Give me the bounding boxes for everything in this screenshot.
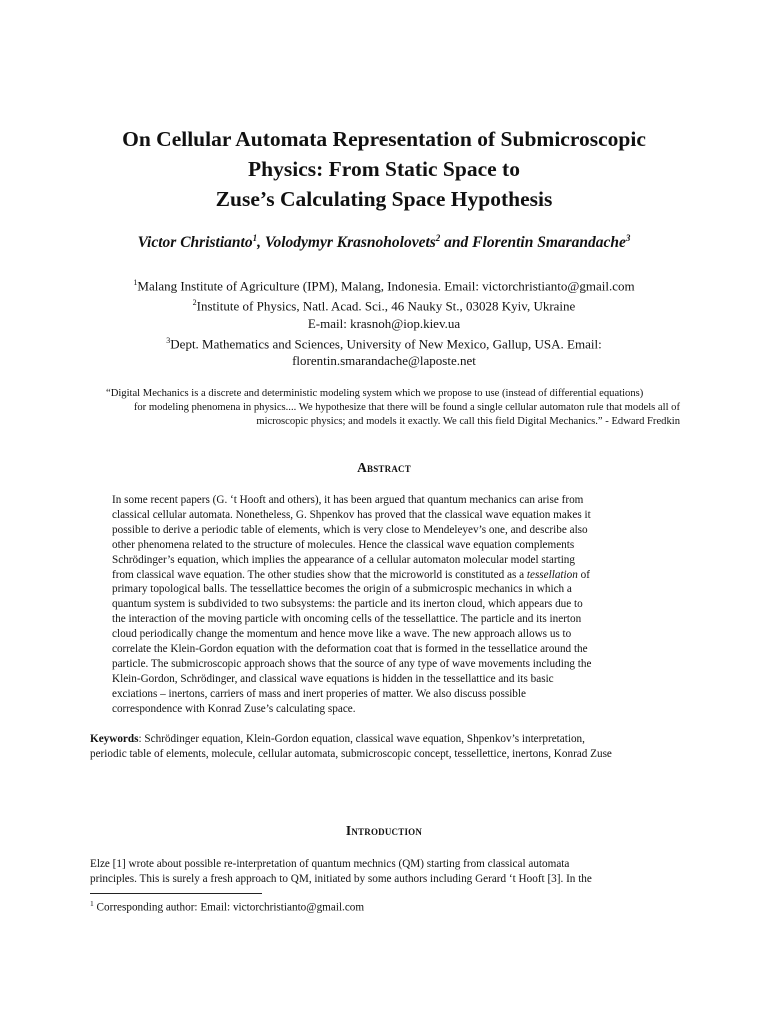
author-separator: , <box>257 234 265 252</box>
affiliation-line <box>0 315 768 332</box>
keywords-line: periodic table of elements, molecule, cellular automata, submicroscopic concept, tessellettice, inertons, Konrad Zuse <box>90 748 612 760</box>
affil-text: Dept. Mathematics and Sciences, University of New Mexico, Gallup, USA. Email: <box>170 335 602 351</box>
abstract-line: the interaction of the moving particle with oncoming cells of the tessellattice. The particle and its inerton <box>112 613 582 626</box>
abstract-line: particle. The submicroscopic approach shows that the source of any type of wave movements including the <box>112 657 592 670</box>
introduction-heading: Introduction <box>345 823 423 838</box>
affil-mark: 2 <box>192 298 197 308</box>
author-affil-mark: 1 <box>252 233 258 243</box>
affil-mark: 3 <box>166 335 171 345</box>
paper-title <box>60 124 708 214</box>
footnote-text: Corresponding author: Email: victorchristianto@gmail.com <box>93 901 365 914</box>
affiliation-line <box>0 352 768 369</box>
author-name: Volodymyr Krasnoholovets <box>264 234 436 252</box>
abstract-line: quantum system is subdivided to two subsystems: the particle and its inerton cloud, which appears due to <box>112 598 583 611</box>
epigraph-quote <box>88 387 680 429</box>
title-line: On Cellular Automata Representation of Submicroscopic <box>122 127 646 151</box>
author-list <box>0 233 768 252</box>
affiliation-line <box>0 294 768 314</box>
author-affil-mark: 3 <box>625 233 631 243</box>
epigraph-line: “Digital Mechanics is a discrete and deterministic modeling system which we propose to use (instead of differential equations) <box>106 388 644 399</box>
author-name: Victor Christianto <box>137 234 253 252</box>
abstract-line <box>112 568 660 583</box>
footnote <box>90 899 364 914</box>
abstract-text: of <box>577 568 590 581</box>
abstract-line: correspondence with Konrad Zuse’s calculating space. <box>112 702 356 715</box>
intro-line: principles. This is surely a fresh approach to QM, initiated by some authors including Gerard ‘t Hooft [3]. In the <box>90 873 592 885</box>
abstract-line: In some recent papers (G. ‘t Hooft and others), it has been argued that quantum mechanics can arise from <box>112 494 584 506</box>
affil-text: E-mail: krasnoh@iop.kiev.ua <box>307 315 461 331</box>
abstract-line: Schrödinger’s equation, which implies the appearance of a cellular automaton molecular model starting <box>112 553 575 566</box>
introduction-body <box>90 857 690 887</box>
affil-text: Institute of Physics, Natl. Acad. Sci., 46 Nauky St., 03028 Kyiv, Ukraine <box>196 298 576 314</box>
abstract-line: Klein-Gordon, Schrödinger, and classical wave equations is hidden in the tessellattice and its basic <box>112 672 554 685</box>
epigraph-line: for modeling phenomena in physics.... We hypothesize that there will be found a single cellular automaton rule that models all of <box>133 402 680 413</box>
keywords-text: : Schrödinger equation, Klein-Gordon equation, classical wave equation, Shpenkov’s interpretation, <box>138 733 585 745</box>
affil-mark: 1 <box>133 278 138 287</box>
footnote-rule <box>90 893 262 894</box>
abstract-line: correlate the Klein-Gordon equation with the deformation coat that is formed in the tessellatice around the <box>112 643 588 656</box>
author-separator: and <box>440 234 473 252</box>
affiliation-line <box>0 274 768 294</box>
abstract-line: exciations – inertons, carriers of mass and inert properies of matter. We also discuss possible <box>112 687 526 700</box>
affil-text: florentin.smarandache@laposte.net <box>292 352 476 368</box>
affiliations <box>0 274 768 369</box>
abstract-line: possible to derive a periodic table of elements, which is very close to Mendeleyev’s one, and describe also <box>112 523 588 536</box>
abstract-line: primary topological balls. The tessellattice becomes the origin of a submicrospic mechanics in which a <box>112 583 572 596</box>
author-affil-mark: 2 <box>435 233 441 243</box>
intro-line: Elze [1] wrote about possible re-interpretation of quantum mechnics (QM) starting from classical automata <box>90 858 570 870</box>
abstract-line: cloud periodically change the momentum and hence move like a wave. The new approach allows us to <box>112 628 572 641</box>
affil-text: Malang Institute of Agriculture (IPM), Malang, Indonesia. Email: victorchristianto@gmail.com <box>137 278 635 294</box>
abstract-line: classical cellular automata. Nonetheless, G. Shpenkov has proved that the classical wave equation makes it <box>112 508 591 521</box>
title-line: Zuse’s Calculating Space Hypothesis <box>215 187 553 211</box>
title-line: Physics: From Static Space to <box>248 157 520 181</box>
keywords-block <box>90 732 690 762</box>
author-name: Florentin Smarandache <box>472 234 626 252</box>
abstract-text: from classical wave equation. The other studies show that the microworld is constituted as a <box>112 568 525 581</box>
keywords-label: Keywords <box>90 733 139 745</box>
abstract-heading: Abstract <box>357 460 411 475</box>
abstract-line: other phenomena related to the structure of molecules. Hence the classical wave equation complements <box>112 538 575 551</box>
epigraph-line: microscopic physics; and models it exactly. We call this field Digital Mechanics.” - Edward Fredkin <box>256 416 680 427</box>
abstract-body <box>112 493 660 717</box>
abstract-emphasis: tessellation <box>526 568 578 581</box>
footnote-mark: 1 <box>90 899 94 908</box>
keywords-line <box>90 732 690 747</box>
affiliation-line <box>0 332 768 352</box>
